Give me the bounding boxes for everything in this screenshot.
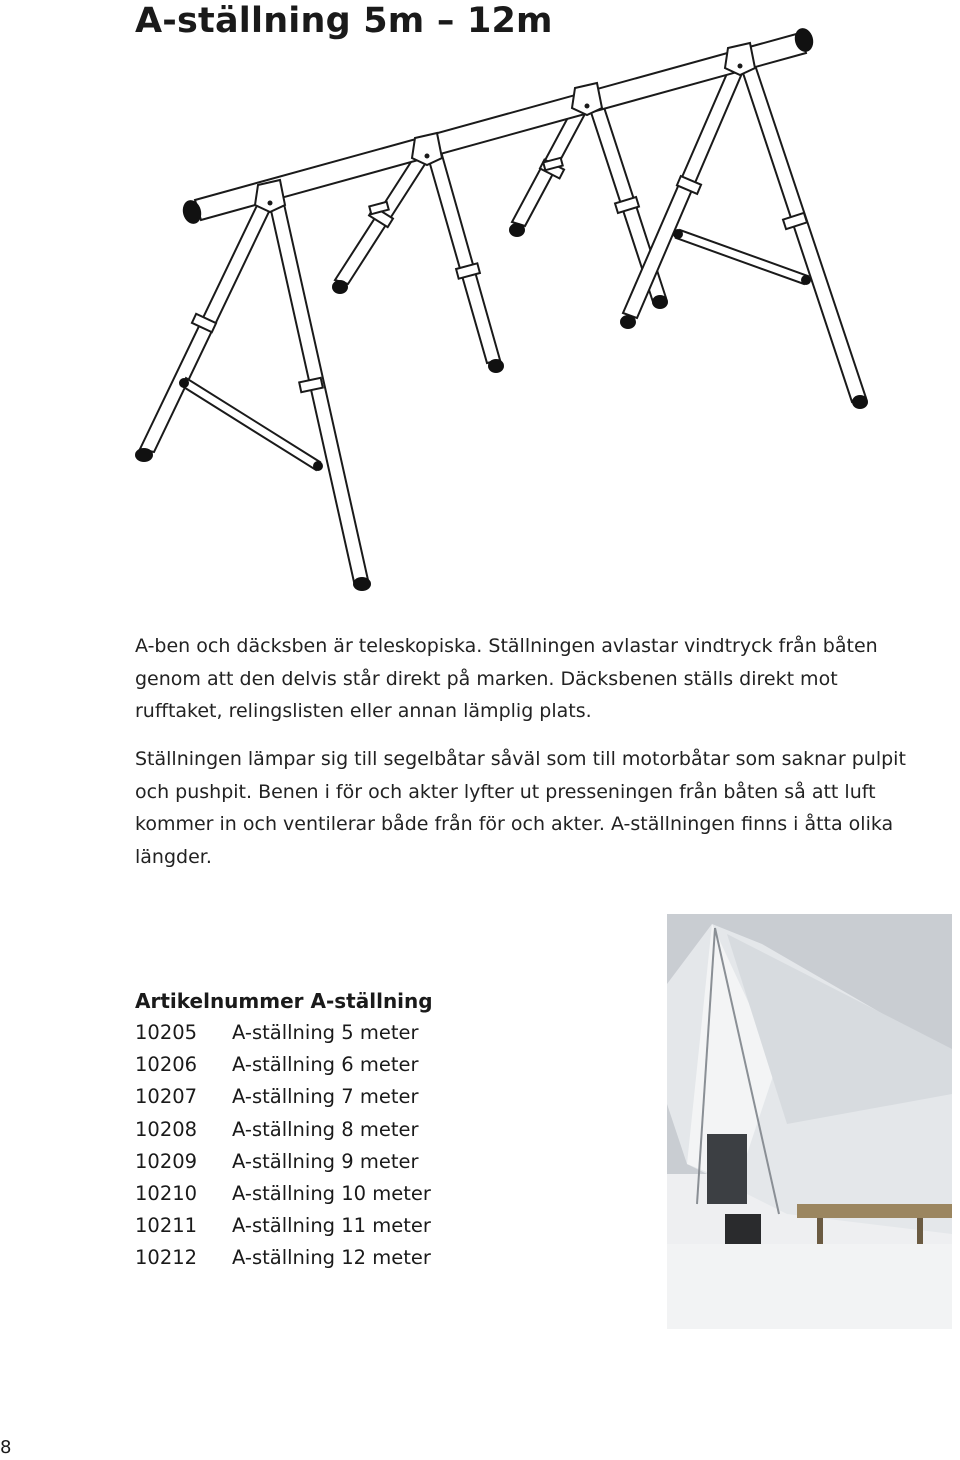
article-number: 10207: [135, 1085, 198, 1109]
article-number: 10210: [135, 1182, 198, 1206]
intro-paragraph-1: A-ben och däcksben är teleskopiska. Ställningen avlastar vindtryck från båten genom att den delvis står direkt på marken. Däcksbenen ställs direkt mot rufftaket, relingslisten eller annan lämplig plats.: [135, 635, 878, 722]
article-name: A-ställning 8 meter: [232, 1117, 419, 1141]
article-name: A-ställning 10 meter: [232, 1182, 431, 1206]
article-number: 10212: [135, 1246, 198, 1270]
article-name: A-ställning 7 meter: [232, 1085, 419, 1109]
a-frame-illustration: [120, 20, 880, 600]
intro-paragraph-2: Ställningen lämpar sig till segelbåtar såväl som till motorbåtar som saknar pulpit och pushpit. Benen i för och akter lyfter ut presseningen från båten så att luft kommer in och ventilerar både från för och akter. A-ställningen finns i åtta olika längder.: [135, 748, 906, 868]
article-row: [135, 1210, 635, 1242]
article-row: [135, 1049, 635, 1081]
article-number: 10205: [135, 1021, 198, 1044]
article-row: [135, 1178, 635, 1210]
article-list: [135, 985, 635, 1275]
page-title: A-ställning 5m – 12m: [135, 1, 553, 41]
article-row: [135, 1114, 635, 1146]
article-row: [135, 1242, 635, 1274]
article-name: A-ställning 12 meter: [232, 1246, 431, 1270]
article-list-heading: Artikelnummer A-ställning: [135, 989, 433, 1013]
article-number: 10209: [135, 1149, 198, 1173]
article-name: A-ställning 6 meter: [232, 1053, 419, 1077]
article-number: 10211: [135, 1214, 198, 1238]
article-name: A-ställning 9 meter: [232, 1149, 419, 1173]
boat-cover-photo: [667, 914, 952, 1329]
page-number: 8: [0, 1437, 12, 1458]
article-row: [135, 1017, 635, 1049]
article-row: [135, 1146, 635, 1178]
article-name: A-ställning 11 meter: [232, 1214, 431, 1238]
article-name: A-ställning 5 meter: [232, 1021, 419, 1044]
article-row: [135, 1081, 635, 1113]
article-number: 10206: [135, 1053, 198, 1077]
article-number: 10208: [135, 1117, 198, 1141]
